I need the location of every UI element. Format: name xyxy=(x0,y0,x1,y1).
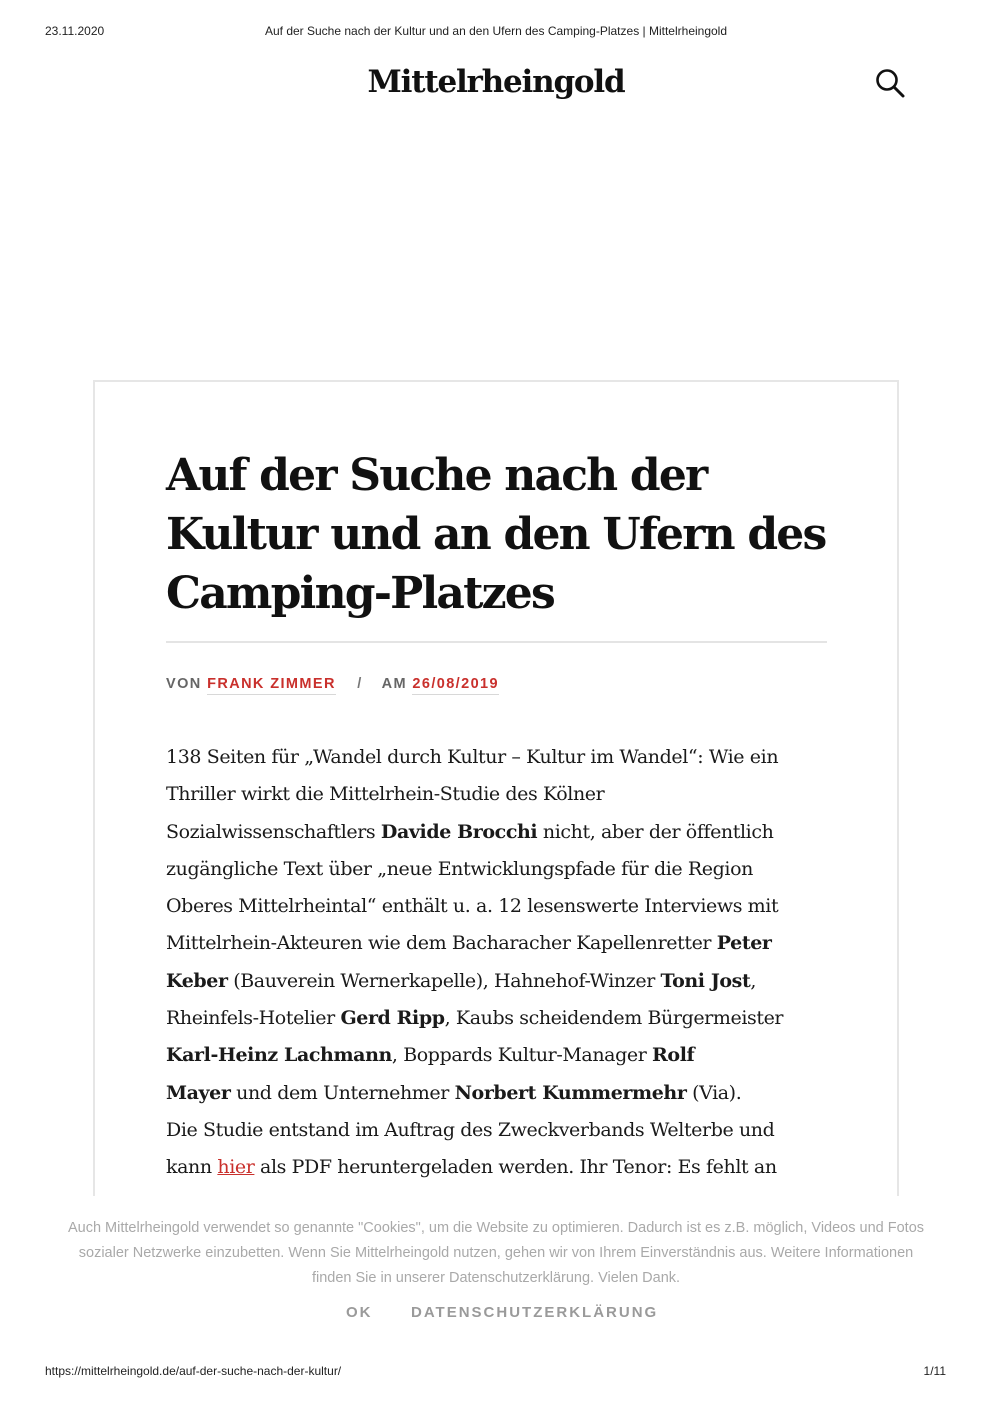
cookie-ok-button[interactable]: OK xyxy=(346,1304,373,1321)
article-body xyxy=(166,739,836,1187)
person-name: Rolf xyxy=(652,1044,695,1067)
body-line: Keber (Bauverein Wernerkapelle), Hahnehof-Winzer Toni Jost, xyxy=(166,969,757,992)
person-name: Davide Brocchi xyxy=(380,820,538,843)
person-name: Toni Jost xyxy=(660,969,751,992)
byline-on-label: AM xyxy=(381,676,407,692)
title-divider xyxy=(166,641,827,643)
byline-by-label: VON xyxy=(166,676,202,692)
print-footer xyxy=(0,1364,992,1382)
print-date: 23.11.2020 xyxy=(45,24,105,38)
body-line: Die Studie entstand im Auftrag des Zweckverbands Welterbe und xyxy=(166,1118,775,1141)
print-url: https://mittelrheingold.de/auf-der-suche-nach-der-kultur/ xyxy=(45,1364,342,1378)
person-name: Mayer xyxy=(166,1081,231,1104)
print-page-number: 1/11 xyxy=(923,1364,946,1378)
person-name: Gerd Ripp xyxy=(340,1007,445,1030)
body-line: Rheinfels-Hotelier Gerd Ripp, Kaubs scheidendem Bürgermeister xyxy=(166,1007,784,1030)
byline xyxy=(166,676,499,692)
cookie-notice xyxy=(0,1196,992,1356)
body-line: Mayer und dem Unternehmer Norbert Kummermehr (Via). xyxy=(166,1081,742,1104)
body-line: Oberes Mittelrheintal“ enthält u. a. 12 lesenswerte Interviews mit xyxy=(166,895,779,918)
person-name: Peter xyxy=(716,932,772,955)
search-button[interactable] xyxy=(872,66,908,102)
person-name: Keber xyxy=(166,969,228,992)
print-header xyxy=(0,24,992,42)
body-line: 138 Seiten für „Wandel durch Kultur – Kultur im Wandel“: Wie ein xyxy=(166,746,779,768)
privacy-policy-button[interactable]: DATENSCHUTZERKLÄRUNG xyxy=(411,1304,659,1321)
body-line: Sozialwissenschaftlers Davide Brocchi nicht, aber der öffentlich xyxy=(166,820,774,843)
body-line: Thriller wirkt die Mittelrhein-Studie des Kölner xyxy=(166,783,605,806)
body-line: zugängliche Text über „neue Entwicklungspfade für die Region xyxy=(166,857,753,880)
byline-separator: / xyxy=(357,676,363,692)
print-page-title: Auf der Suche nach der Kultur und an den Ufern des Camping-Platzes | Mittelrheingold xyxy=(264,24,728,38)
person-name: Karl-Heinz Lachmann xyxy=(166,1044,392,1067)
body-line: kann hier als PDF heruntergeladen werden. Ihr Tenor: Es fehlt an xyxy=(166,1156,777,1179)
person-name: Norbert Kummermehr xyxy=(454,1081,687,1104)
pdf-download-link[interactable]: hier xyxy=(217,1156,255,1179)
cookie-text: Auch Mittelrheingold verwendet so genannte "Cookies", um die Website zu optimieren. Dadurch ist es z.B. möglich, Videos und Fotos sozialer Netzwerke einzubetten. Wenn Sie Mittelrheingold nutzen, gehen wir von Ihrem Einverständnis aus. Weitere Informationen finden Sie in unserer Datenschutzerklärung. Vielen Dank. xyxy=(67,1220,925,1286)
author-link[interactable]: FRANK ZIMMER xyxy=(207,676,336,695)
body-line: Karl-Heinz Lachmann, Boppards Kultur-Manager Rolf xyxy=(166,1044,695,1067)
search-icon xyxy=(872,66,908,102)
article-title: Auf der Suche nach der Kultur und an den Ufern des Camping-Platzes xyxy=(166,450,826,619)
date-link[interactable]: 26/08/2019 xyxy=(412,676,499,695)
body-line: Mittelrhein-Akteuren wie dem Bacharacher Kapellenretter Peter xyxy=(166,932,772,955)
site-title[interactable]: Mittelrheingold xyxy=(367,64,625,100)
